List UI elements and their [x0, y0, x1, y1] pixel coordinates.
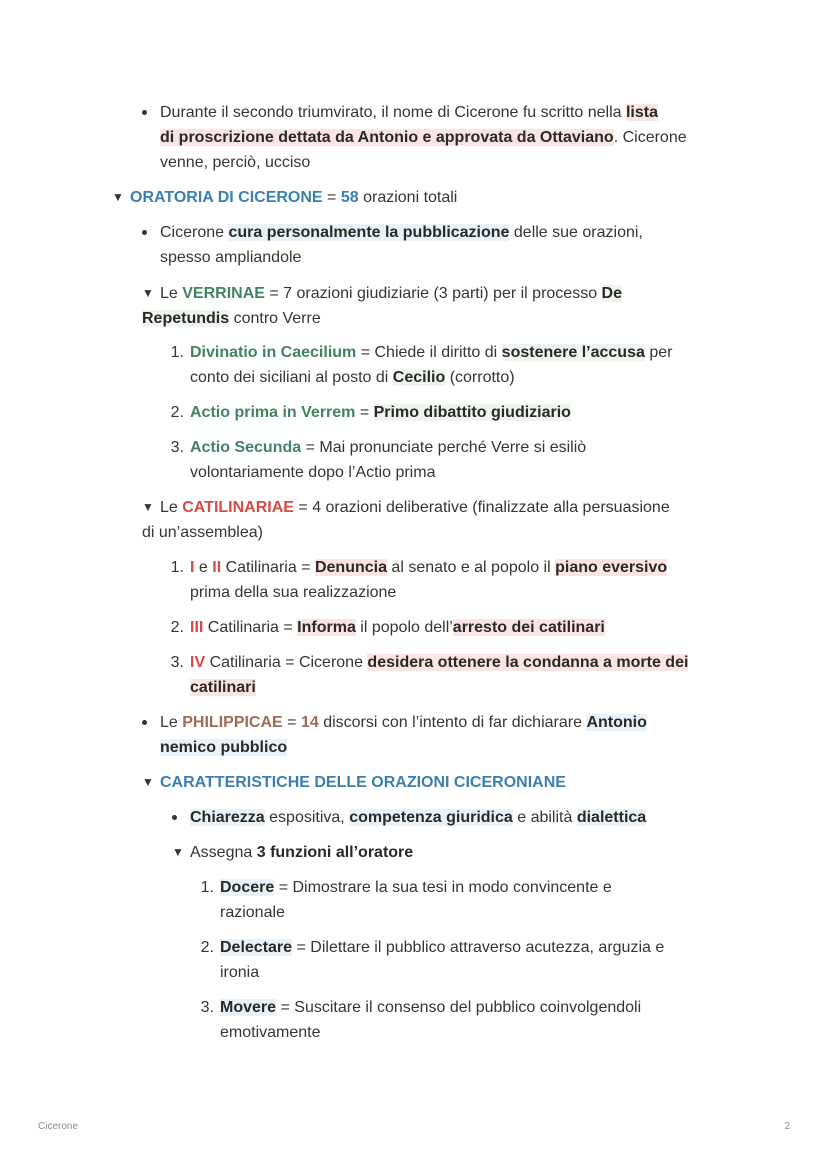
intro-bullet-line-1: Durante il secondo triumvirato, il nome di Cicerone fu scritto nella lista — [160, 100, 658, 125]
catilinariae-heading-line-1: Le CATILINARIAE = 4 orazioni deliberative (finalizzate alla persuasione — [160, 499, 670, 516]
funzioni-item-1-line-2: razionale — [220, 904, 285, 921]
intro-bullet-line-2: di proscrizione dettata da Antonio e approvata da Ottaviano. Cicerone — [160, 129, 687, 146]
catilinariae-item-1-number: 1. — [170, 559, 184, 576]
verrinae-item-1-line-1: Divinatio in Caecilium = Chiede il diritto di sostenere l’accusa per — [190, 344, 673, 361]
funzioni-item-2-line-1: Delectare = Dilettare il pubblico attraverso acutezza, arguzia e — [220, 939, 665, 956]
funzioni-item-3-line-2: emotivamente — [220, 1024, 321, 1041]
oratoria-pub-line-1: Cicerone cura personalmente la pubblicazione delle sue orazioni, — [160, 220, 643, 245]
oratoria-pub-line-2: spesso ampliandole — [160, 249, 302, 266]
funzioni-item-2-line-2: ironia — [220, 964, 260, 981]
verrinae-heading-line-1: Le VERRINAE = 7 orazioni giudiziarie (3 parti) per il processo De — [160, 285, 622, 302]
verrinae-item-3-line-1: Actio Secunda = Mai pronunciate perché Verre si esiliò — [190, 439, 587, 456]
catilinariae-heading-line-2: di un’assemblea) — [142, 524, 263, 541]
funzioni-item-3-line-1: Movere = Suscitare il consenso del pubblico coinvolgendoli — [220, 999, 642, 1016]
philippicae-line-1: Le PHILIPPICAE = 14 discorsi con l’intento di far dichiarare Antonio — [160, 710, 647, 735]
oratoria-heading: ORATORIA DI CICERONE = 58 orazioni totali — [130, 189, 458, 206]
catilinariae-item-3-line-1: IV Catilinaria = Cicerone desidera ottenere la condanna a morte dei — [190, 654, 689, 671]
verrinae-item-1-line-2: conto dei siciliani al posto di Cecilio (corrotto) — [190, 369, 515, 386]
footer-title: Cicerone — [38, 1121, 79, 1132]
verrinae-item-2-line-1: Actio prima in Verrem = Primo dibattito giudiziario — [190, 404, 571, 421]
funzioni-item-1-line-1: Docere = Dimostrare la sua tesi in modo convincente e — [220, 879, 612, 896]
verrinae-item-1-number: 1. — [170, 344, 184, 361]
toggle-catilinariae-icon[interactable]: ▼ — [142, 500, 154, 514]
catilinariae-item-3-number: 3. — [170, 654, 184, 671]
toggle-funzioni-icon[interactable]: ▼ — [172, 845, 184, 859]
catilinariae-item-1-line-1: I e II Catilinaria = Denuncia al senato e al popolo il piano eversivo — [190, 559, 668, 576]
footer-page-number: 2 — [784, 1121, 790, 1132]
catilinariae-item-2-line-1: III Catilinaria = Informa il popolo dell’arresto dei catilinari — [190, 619, 605, 636]
funzioni-item-2-number: 2. — [200, 939, 214, 956]
caratteristiche-bullet: Chiarezza espositiva, competenza giuridica e abilità dialettica — [190, 805, 646, 830]
verrinae-item-3-line-2: volontariamente dopo l’Actio prima — [190, 464, 436, 481]
toggle-verrinae-icon[interactable]: ▼ — [142, 286, 154, 300]
funzioni-item-3-number: 3. — [200, 999, 214, 1016]
philippicae-line-2: nemico pubblico — [160, 739, 288, 756]
verrinae-item-3-number: 3. — [170, 439, 184, 456]
funzioni-heading: Assegna 3 funzioni all’oratore — [190, 844, 414, 861]
catilinariae-item-3-line-2: catilinari — [190, 679, 256, 696]
toggle-oratoria-icon[interactable]: ▼ — [112, 190, 124, 204]
funzioni-item-1-number: 1. — [200, 879, 214, 896]
catilinariae-item-1-line-2: prima della sua realizzazione — [190, 584, 397, 601]
catilinariae-item-2-number: 2. — [170, 619, 184, 636]
verrinae-item-2-number: 2. — [170, 404, 184, 421]
verrinae-heading-line-2: Repetundis contro Verre — [142, 310, 321, 327]
caratteristiche-heading: CARATTERISTICHE DELLE ORAZIONI CICERONIANE — [160, 774, 566, 791]
toggle-caratteristiche-icon[interactable]: ▼ — [142, 775, 154, 789]
intro-bullet-line-3: venne, perciò, ucciso — [160, 154, 311, 171]
